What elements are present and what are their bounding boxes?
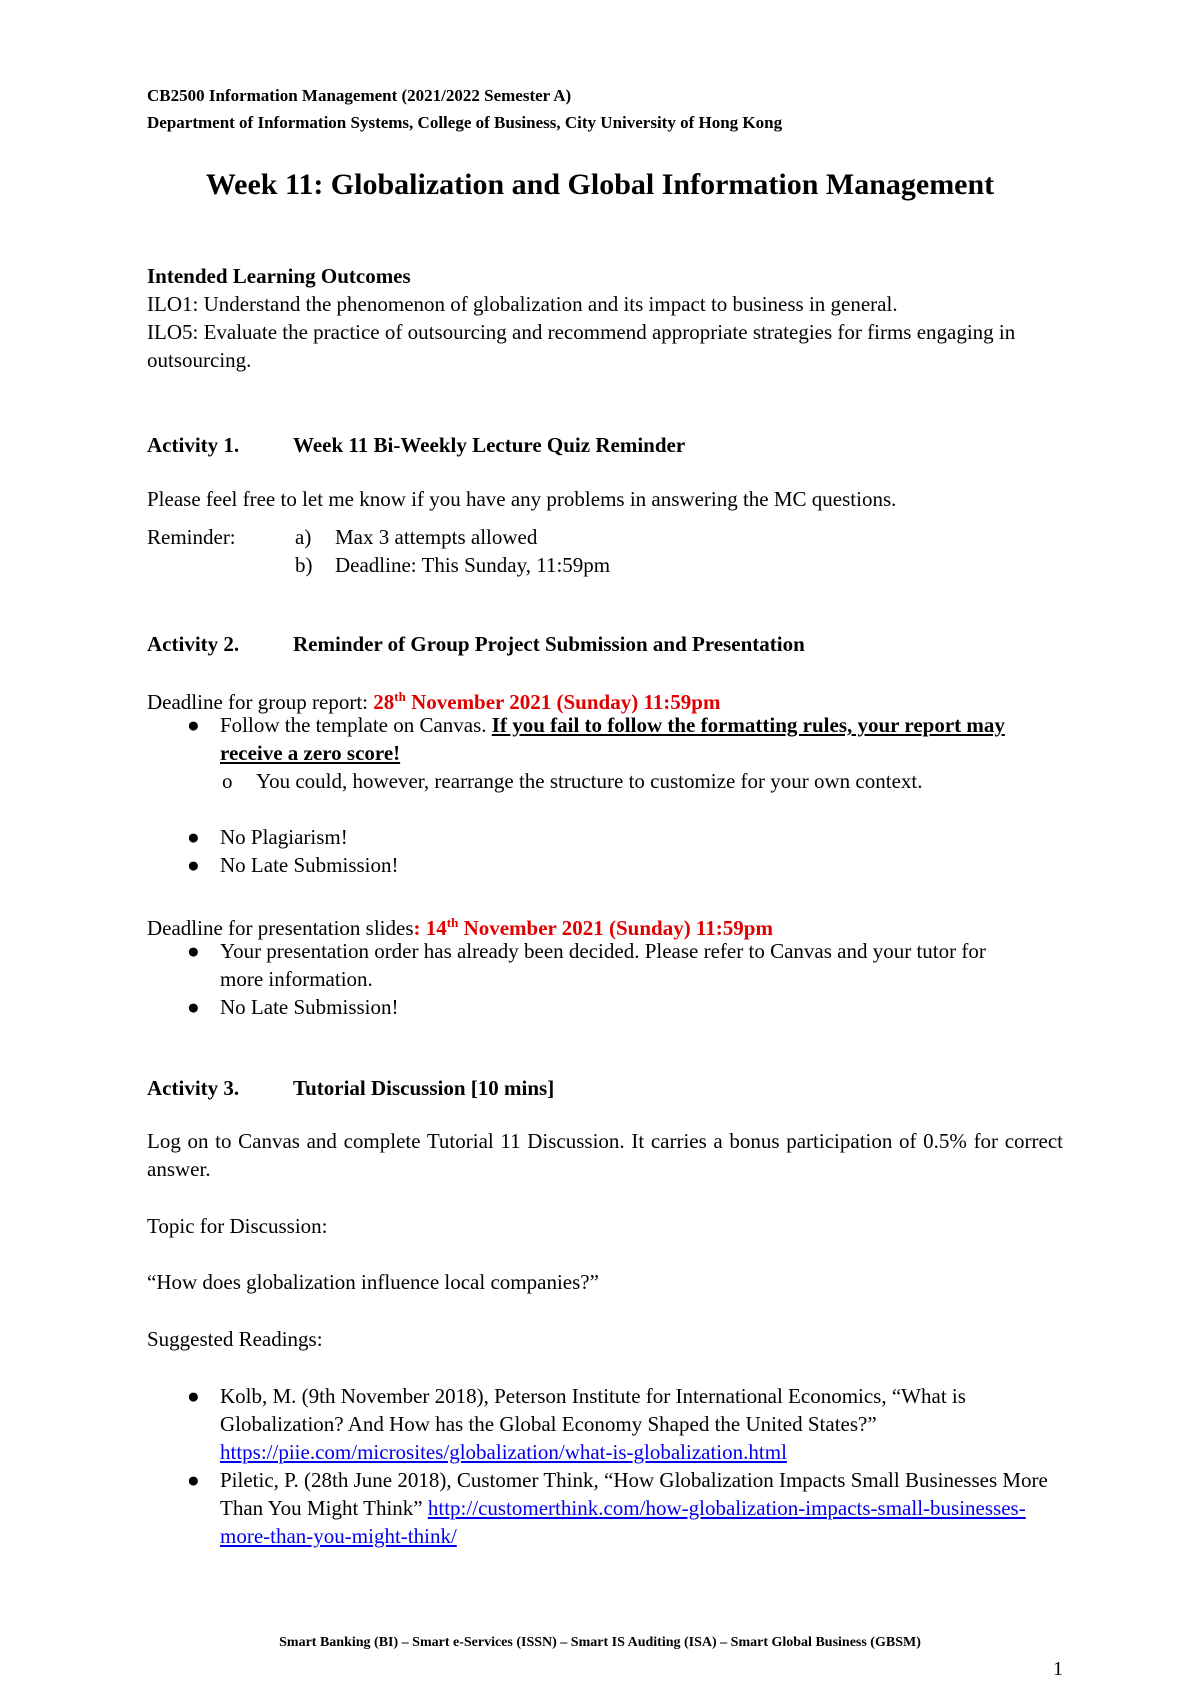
list-item: ● Your presentation order has already been decided. Please refer to Canvas and your tutor for more information.	[187, 939, 986, 991]
page-title: Week 11: Globalization and Global Information Management	[205, 168, 995, 201]
topic-label: Topic for Discussion:	[147, 1214, 328, 1238]
page-number: 1	[1053, 1658, 1063, 1680]
slides-deadline-date: : 14th November 2021 (Sunday) 11:59pm	[413, 915, 773, 940]
activity-1-number: Activity 1.	[147, 433, 240, 457]
slides-deadline: Deadline for presentation slides: 14th November 2021 (Sunday) 11:59pm	[147, 915, 773, 940]
readings-label: Suggested Readings:	[147, 1327, 323, 1351]
bullet-icon: ●	[187, 1468, 200, 1492]
sub-bullet-item: o You could, however, rearrange the structure to customize for your own context.	[222, 769, 923, 793]
activity-2-title: Reminder of Group Project Submission and Presentation	[293, 632, 805, 656]
activity-2-heading	[147, 632, 805, 657]
course-title: CB2500 Information Management (2021/2022 Semester A)	[147, 86, 572, 105]
report-bullets-2	[147, 823, 1027, 879]
page-footer: Smart Banking (BI) – Smart e-Services (ISSN) – Smart IS Auditing (ISA) – Smart Global Business (GBSM)	[279, 1635, 921, 1650]
bullet-icon: ●	[187, 713, 200, 737]
report-bullets	[147, 711, 1027, 767]
list-item: ● No Plagiarism!	[187, 825, 348, 849]
reading-link-customerthink[interactable]: http://customerthink.com/how-globalization-impacts-small-businesses-more-than-you-might-think/	[220, 1496, 1026, 1548]
activity-1-heading	[147, 433, 685, 458]
ilo-heading: Intended Learning Outcomes	[147, 264, 411, 288]
report-deadline: Deadline for group report: 28th November 2021 (Sunday) 11:59pm	[147, 689, 721, 714]
sub-bullet-icon: o	[222, 769, 233, 793]
reminder-item: b) Deadline: This Sunday, 11:59pm	[295, 553, 611, 577]
activity-1-title: Week 11 Bi-Weekly Lecture Quiz Reminder	[293, 433, 686, 457]
list-item: ● Piletic, P. (28th June 2018), Customer Think, “How Globalization Impacts Small Businesses More Than You Might Think” http://customerthink.com/how-globalization-impacts-small-businesses-more-than-you-might-think/	[187, 1468, 1048, 1548]
report-deadline-date: 28th November 2021 (Sunday) 11:59pm	[373, 689, 721, 714]
activity-3-title: Tutorial Discussion [10 mins]	[293, 1076, 555, 1100]
reading-link-piie[interactable]: https://piie.com/microsites/globalization/what-is-globalization.html	[220, 1440, 787, 1464]
activity-1-intro: Please feel free to let me know if you have any problems in answering the MC questions.	[147, 487, 897, 511]
activity-3-number: Activity 3.	[147, 1076, 240, 1100]
list-item: ● No Late Submission!	[187, 853, 399, 877]
list-item: ● Kolb, M. (9th November 2018), Peterson Institute for International Economics, “What is Globalization? And How has the Global Economy Shaped the United States?” https://piie.com/microsites/globalization/what-is-globalization.html	[187, 1384, 966, 1464]
discussion-topic: “How does globalization influence local companies?”	[147, 1270, 599, 1294]
bullet-icon: ●	[187, 995, 200, 1019]
department-line: Department of Information Systems, College of Business, City University of Hong Kong	[147, 113, 783, 132]
activity-3-intro: Log on to Canvas and complete Tutorial 11 Discussion. It carries a bonus participation of 0.5% for correct answer.	[147, 1129, 1063, 1181]
course-header	[147, 82, 782, 136]
readings-list	[147, 1382, 1072, 1550]
activity-3-heading	[147, 1076, 554, 1101]
bullet-icon: ●	[187, 939, 200, 963]
slides-bullets	[147, 937, 1027, 1021]
list-item: ● No Late Submission!	[187, 995, 399, 1019]
reminder-item: a) Max 3 attempts allowed	[295, 525, 538, 549]
reminder-list	[295, 523, 610, 579]
bullet-icon: ●	[187, 825, 200, 849]
ilo-section	[147, 262, 1057, 374]
formatting-warning: If you fail to follow the formatting rules, your report may receive a zero score!	[220, 713, 1005, 765]
ilo-item-1: ILO1: Understand the phenomenon of globalization and its impact to business in general.	[147, 292, 898, 316]
bullet-icon: ●	[187, 853, 200, 877]
activity-2-number: Activity 2.	[147, 632, 240, 656]
ilo-item-5: ILO5: Evaluate the practice of outsourcing and recommend appropriate strategies for firms engaging in outsourcing.	[147, 320, 1016, 372]
list-item: ● Follow the template on Canvas. If you fail to follow the formatting rules, your report may receive a zero score!	[187, 713, 1005, 765]
reminder-label: Reminder:	[147, 525, 236, 549]
bullet-icon: ●	[187, 1384, 200, 1408]
